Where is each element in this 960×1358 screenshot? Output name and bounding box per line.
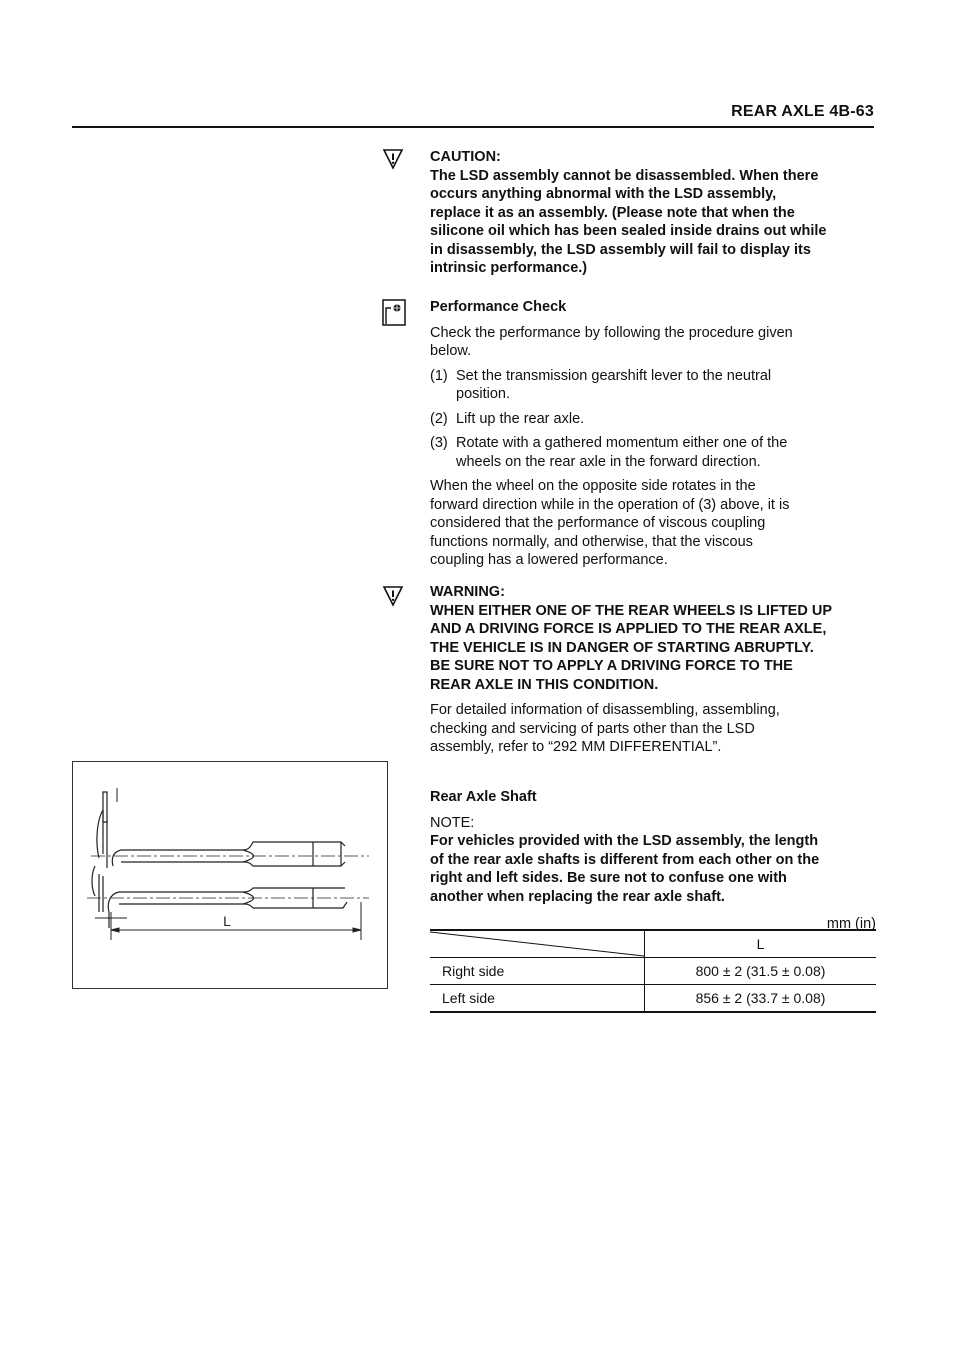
- performance-check-block: [430, 298, 876, 570]
- warning-triangle-icon: [382, 148, 404, 170]
- step-number: (1): [430, 367, 448, 384]
- performance-result-line: forward direction while in the operation of (3) above, it is: [430, 496, 790, 513]
- row-label: Left side: [430, 985, 645, 1013]
- warning-line: REAR AXLE IN THIS CONDITION.: [430, 676, 659, 693]
- warning-line: WHEN EITHER ONE OF THE REAR WHEELS IS LIFTED UP: [430, 602, 832, 619]
- note-line: another when replacing the rear axle shaft.: [430, 888, 725, 905]
- caution-line: occurs anything abnormal with the LSD assembly,: [430, 186, 777, 202]
- warning-heading: WARNING:: [430, 584, 505, 600]
- warning-detail-line: checking and servicing of parts other than the LSD: [430, 720, 755, 737]
- performance-intro-line: below.: [430, 343, 472, 359]
- step-item: [430, 367, 876, 404]
- note-line: right and left sides. Be sure not to confuse one with: [430, 870, 787, 886]
- performance-heading: Performance Check: [430, 299, 567, 315]
- diagonal-divider: [430, 931, 644, 957]
- spec-table-wrap: [430, 929, 876, 1013]
- step-text: Set the transmission gearshift lever to the neutral: [456, 367, 772, 384]
- step-item: [430, 410, 876, 429]
- caution-line: silicone oil which has been sealed inside drains out while: [430, 223, 827, 239]
- warning-line: THE VEHICLE IS IN DANGER OF STARTING ABRUPTLY.: [430, 639, 814, 656]
- warning-detail-line: For detailed information of disassembling, assembling,: [430, 702, 780, 718]
- warning-line: AND A DRIVING FORCE IS APPLIED TO THE REAR AXLE,: [430, 621, 827, 637]
- caution-heading: CAUTION:: [430, 149, 501, 165]
- performance-result-line: When the wheel on the opposite side rotates in the: [430, 478, 756, 494]
- note-line: of the rear axle shafts is different from each other on the: [430, 851, 820, 868]
- row-label: Right side: [430, 958, 645, 985]
- warning-line: BE SURE NOT TO APPLY A DRIVING FORCE TO THE: [430, 658, 793, 674]
- performance-result-line: considered that the performance of viscous coupling: [430, 515, 766, 531]
- rear-axle-shaft-heading: Rear Axle Shaft: [430, 789, 537, 805]
- table-row: [430, 958, 876, 985]
- caution-line: replace it as an assembly. (Please note that when the: [430, 204, 795, 221]
- step-number: (3): [430, 435, 448, 451]
- warning-block: [430, 583, 876, 757]
- warning-detail-line: assembly, refer to “292 MM DIFFERENTIAL”.: [430, 739, 722, 755]
- step-text: position.: [456, 386, 511, 402]
- performance-result-line: coupling has a lowered performance.: [430, 552, 668, 568]
- dimension-label: L: [223, 913, 231, 929]
- rear-axle-shaft-figure: [72, 761, 388, 989]
- note-line: For vehicles provided with the LSD assembly, the length: [430, 833, 819, 849]
- row-value: 800 ± 2 (31.5 ± 0.08): [695, 963, 826, 979]
- table-header-row: [430, 930, 876, 958]
- step-text: Lift up the rear axle.: [456, 410, 585, 427]
- table-header-cell: L: [756, 936, 765, 952]
- axle-shaft-drawing: [73, 762, 387, 988]
- warning-triangle-icon: [382, 585, 404, 607]
- table-corner-cell: [430, 930, 645, 958]
- step-number: (2): [430, 410, 448, 427]
- caution-line: in disassembly, the LSD assembly will fail to display its: [430, 241, 811, 258]
- page-header-title: REAR AXLE 4B-63: [731, 103, 874, 120]
- header-rule: [72, 126, 874, 128]
- unit-label: mm (in): [826, 916, 876, 932]
- inspect-icon: [382, 299, 406, 326]
- performance-result-line: functions normally, and otherwise, that the viscous: [430, 533, 753, 550]
- rear-axle-shaft-block: [430, 788, 876, 934]
- caution-line: The LSD assembly cannot be disassembled. When there: [430, 167, 819, 184]
- table-row: [430, 985, 876, 1013]
- spec-table: [430, 929, 876, 1013]
- caution-line: intrinsic performance.): [430, 260, 588, 276]
- row-value: 856 ± 2 (33.7 ± 0.08): [695, 990, 826, 1006]
- note-label: NOTE:: [430, 814, 475, 831]
- step-text: wheels on the rear axle in the forward direction.: [456, 453, 761, 470]
- step-text: Rotate with a gathered momentum either one of the: [456, 435, 788, 451]
- performance-intro-line: Check the performance by following the procedure given: [430, 324, 793, 341]
- caution-block: [430, 148, 876, 278]
- step-item: [430, 434, 876, 471]
